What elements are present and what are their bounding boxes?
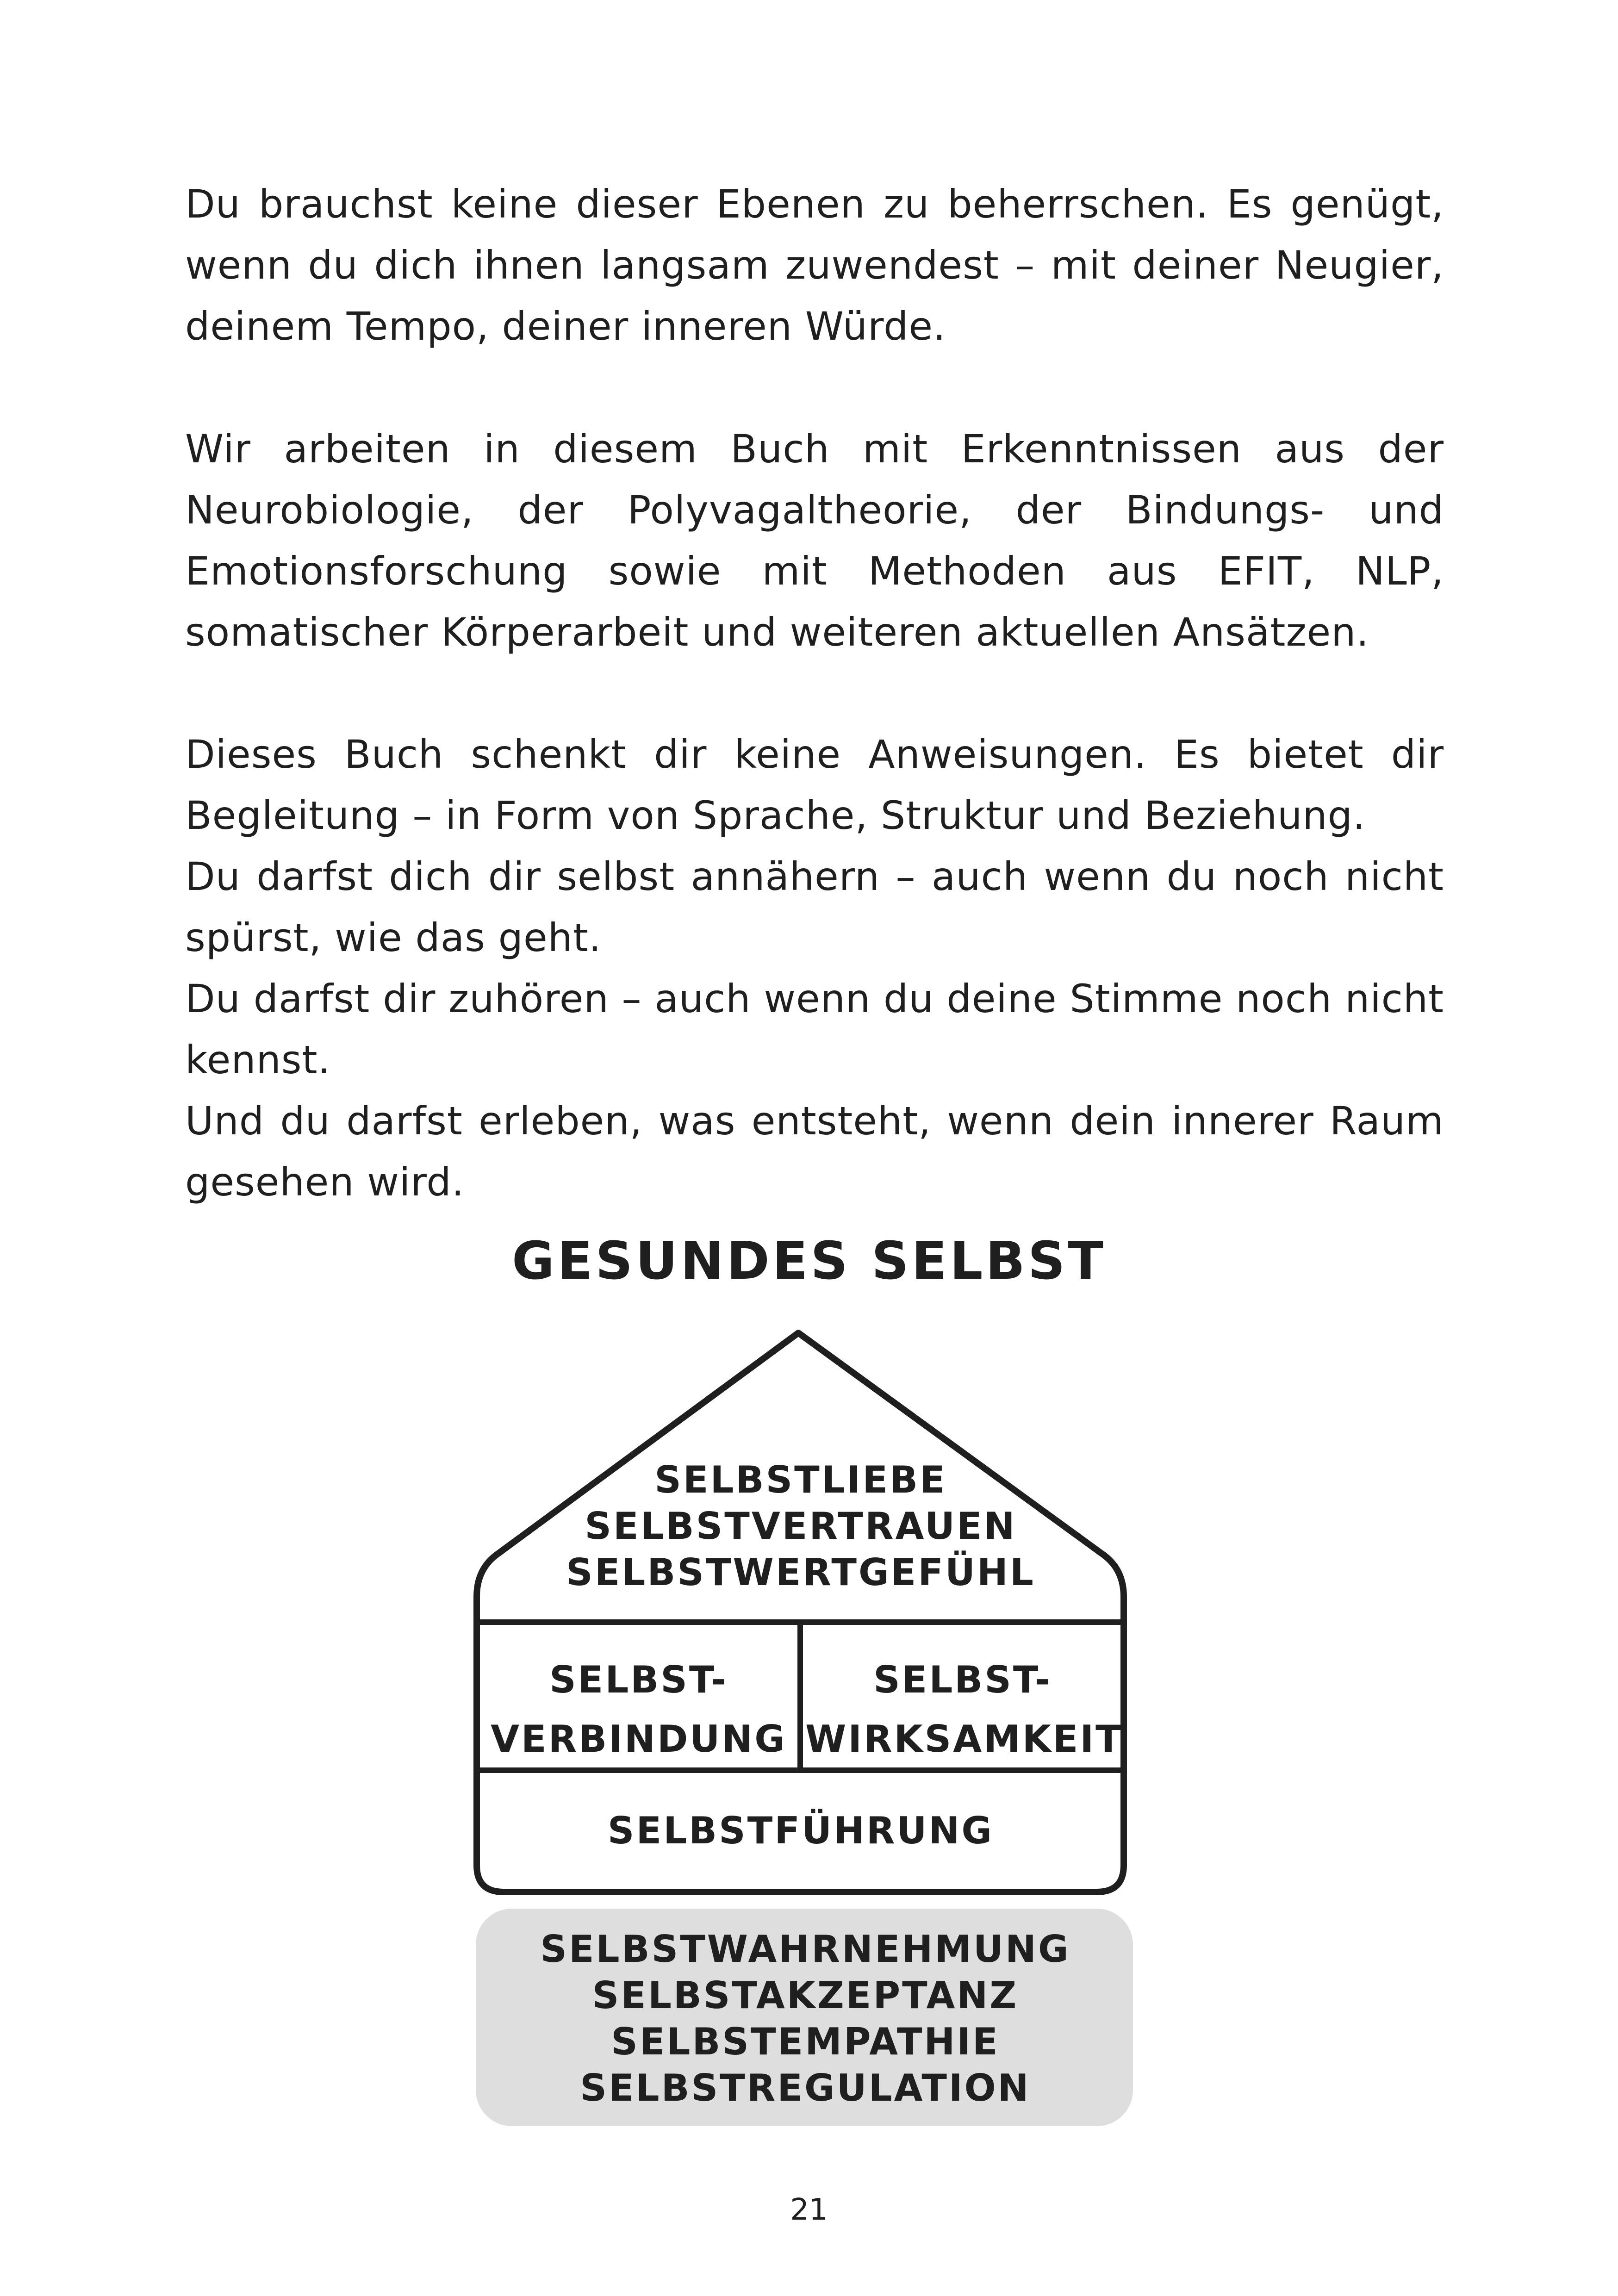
paragraph-3-line-4: Und du darfst erleben, was entsteht, wenn dein innerer Raum gesehen wird.: [185, 1098, 1444, 1205]
roof-label-selbstvertrauen: SELBSTVERTRAUEN: [585, 1505, 1017, 1548]
left-room-labels: [481, 1650, 796, 1769]
left-room-line-1: SELBST-: [549, 1658, 728, 1701]
paragraph-3-line-3: Du darfst dir zuhören – auch wenn du deine Stimme noch nicht kennst.: [185, 976, 1444, 1083]
diagram-title: GESUNDES SELBST: [512, 1231, 1106, 1291]
right-room-line-2: WIRKSAMKEIT: [805, 1717, 1123, 1761]
paragraph-2-text: Wir arbeiten in diesem Buch mit Erkenntnissen aus der Neurobiologie, der Polyvagaltheorie, der Bindungs- und Emotionsforschung sowie mit Methoden aus EFIT, NLP, somatischer Körperarbeit und weiteren aktuellen Ansätzen.: [185, 426, 1444, 655]
ground-floor-label: SELBSTFÜHRUNG: [607, 1809, 994, 1852]
foundation-label-selbstwahrnehmung: SELBSTWAHRNEHMUNG: [540, 1928, 1070, 1971]
paragraph-3-line-2: Du darfst dich dir selbst annähern – auch wenn du noch nicht spürst, wie das geht.: [185, 854, 1444, 960]
foundation-label-selbstempathie: SELBSTEMPATHIE: [611, 2020, 1000, 2063]
foundation-label-selbstakzeptanz: SELBSTAKZEPTANZ: [592, 1974, 1019, 2017]
foundation-label-selbstregulation: SELBSTREGULATION: [580, 2066, 1031, 2109]
foundation-labels: [481, 1926, 1129, 2111]
roof-label-selbstliebe: SELBSTLIEBE: [654, 1458, 947, 1501]
paragraph-1-text: Du brauchst keine dieser Ebenen zu beherrschen. Es genügt, wenn du dich ihnen langsam zuwendest – mit deiner Neugier, deinem Tempo, deiner inneren Würde.: [185, 181, 1444, 349]
roof-labels: [546, 1457, 1055, 1596]
left-room-line-2: VERBINDUNG: [491, 1717, 787, 1761]
right-room-line-1: SELBST-: [873, 1658, 1052, 1701]
paragraph-3-line-1: Dieses Buch schenkt dir keine Anweisungen. Es bietet dir Begleitung – in Form von Sprache, Struktur und Beziehung.: [185, 732, 1444, 838]
page-number: 21: [790, 2193, 828, 2227]
right-room-labels: [805, 1650, 1123, 1769]
roof-label-selbstwertgefuehl: SELBSTWERTGEFÜHL: [566, 1551, 1035, 1594]
